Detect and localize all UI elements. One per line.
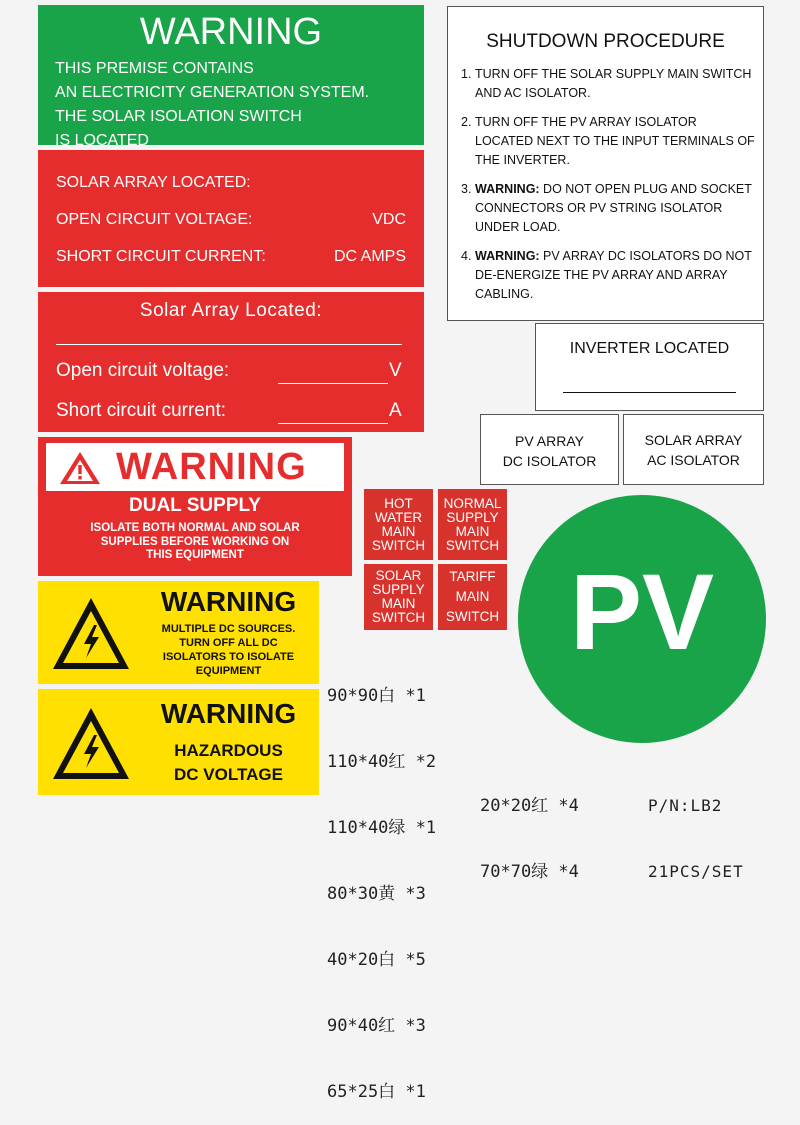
- spec-item: 110*40绿 *1: [327, 818, 437, 838]
- yellow1-body-line: EQUIPMENT: [195, 665, 262, 677]
- step-text: TURN OFF THE PV ARRAY ISOLATOR LOCATED NEXT TO THE INPUT TERMINALS OF THE INVERTER.: [475, 115, 755, 167]
- shutdown-step: [461, 180, 755, 237]
- electric-hazard-icon: [50, 705, 132, 783]
- solar-array-ac-isolator-label: [623, 414, 764, 485]
- blank-line: [563, 392, 736, 393]
- label-line: DC ISOLATOR: [502, 453, 597, 469]
- label-line: SOLAR ARRAY: [644, 432, 743, 448]
- short-circuit-current-label: Short circuit current:: [56, 400, 226, 421]
- multiple-dc-sources-warning-sign: [38, 581, 319, 684]
- spec-list: [327, 641, 436, 1125]
- shutdown-steps: [461, 65, 755, 314]
- blank-line: [278, 423, 388, 424]
- step-number: 3.: [461, 182, 472, 196]
- green-warning-sign: [38, 5, 424, 149]
- step-text: TURN OFF THE SOLAR SUPPLY MAIN SWITCH AND AC ISOLATOR.: [475, 67, 752, 100]
- yellow2-body-line: HAZARDOUS: [174, 741, 283, 760]
- part-info: [648, 751, 744, 905]
- shutdown-step: [461, 247, 755, 304]
- green-warning-line: IS LOCATED: [55, 132, 149, 149]
- shutdown-step: [461, 65, 755, 103]
- inverter-located-sign: [535, 323, 764, 411]
- dual-supply-body-line: ISOLATE BOTH NORMAL AND SOLAR: [90, 522, 300, 534]
- dc-amps-unit: DC AMPS: [333, 248, 406, 265]
- dual-supply-warning-sign: [38, 437, 352, 576]
- spec-item: 90*90白 *1: [327, 686, 426, 706]
- solar-array-sign-caps: [38, 150, 424, 287]
- shutdown-title: SHUTDOWN PROCEDURE: [486, 31, 725, 52]
- blank-line: [278, 383, 388, 384]
- step-warning: WARNING:: [475, 182, 540, 196]
- spec-item: 80*30黄 *3: [327, 884, 426, 904]
- label-line: MAIN: [455, 589, 490, 604]
- yellow2-body-line: DC VOLTAGE: [174, 765, 283, 784]
- shutdown-step: [461, 113, 755, 170]
- pieces-per-set: 21PCS/SET: [648, 862, 744, 881]
- tariff-main-switch-label: [438, 564, 507, 630]
- label-line: NORMAL: [443, 495, 502, 511]
- spec-item: 20*20红 *4: [480, 796, 579, 816]
- label-line: WATER: [374, 509, 423, 525]
- spec-item: 90*40红 *3: [327, 1016, 426, 1036]
- dual-supply-title: WARNING: [116, 446, 307, 488]
- open-circuit-voltage-label: Open circuit voltage:: [56, 360, 230, 381]
- step-text: PV ARRAY DC ISOLATORS DO NOT DE-ENERGIZE THE PV ARRAY AND ARRAY CABLING.: [475, 249, 752, 301]
- dual-supply-header: [46, 443, 344, 491]
- short-circuit-current-label: SHORT CIRCUIT CURRENT:: [56, 248, 266, 265]
- label-line: AC ISOLATOR: [647, 452, 740, 468]
- step-number: 1.: [461, 67, 472, 81]
- green-warning-title: WARNING: [139, 11, 323, 53]
- label-line: SUPPLY: [372, 582, 425, 597]
- step-number: 4.: [461, 249, 472, 263]
- pv-text: PV: [569, 551, 715, 672]
- dual-supply-body-line: THIS EQUIPMENT: [146, 549, 244, 561]
- label-line: TARIFF: [449, 569, 496, 584]
- label-line: PV ARRAY: [515, 433, 584, 449]
- warning-triangle-icon: [58, 450, 102, 486]
- label-line: MAIN: [455, 523, 490, 539]
- label-line: MAIN: [381, 523, 416, 539]
- step-text: DO NOT OPEN PLUG AND SOCKET CONNECTORS OR PV STRING ISOLATOR UNDER LOAD.: [475, 182, 752, 234]
- volt-unit: V: [389, 360, 402, 381]
- shutdown-procedure-sign: [447, 6, 764, 321]
- blank-line: [56, 344, 402, 345]
- open-circuit-voltage-label: OPEN CIRCUIT VOLTAGE:: [56, 211, 253, 228]
- solar-supply-main-switch-label: [364, 564, 433, 630]
- solar-array-located-label: SOLAR ARRAY LOCATED:: [56, 174, 251, 191]
- step-warning: WARNING:: [475, 249, 540, 263]
- spec-item: 40*20白 *5: [327, 950, 426, 970]
- spec-item: 65*25白 *1: [327, 1082, 426, 1102]
- pv-circle-sign: [518, 495, 766, 743]
- solar-array-located-title: Solar Array Located:: [139, 300, 323, 321]
- amp-unit: A: [389, 400, 402, 421]
- label-line: SWITCH: [445, 609, 500, 624]
- spec-item: 70*70绿 *4: [480, 862, 579, 882]
- yellow2-title: WARNING: [160, 698, 297, 729]
- green-warning-line: THIS PREMISE CONTAINS: [55, 60, 254, 77]
- green-warning-line: AN ELECTRICITY GENERATION SYSTEM.: [55, 84, 370, 101]
- step-number: 2.: [461, 115, 472, 129]
- normal-supply-main-switch-label: [438, 489, 507, 560]
- vdc-unit: VDC: [372, 211, 406, 228]
- spec-item: 110*40红 *2: [327, 752, 437, 772]
- dual-supply-subtitle: DUAL SUPPLY: [129, 495, 261, 516]
- label-line: HOT: [384, 495, 413, 511]
- dual-supply-body-line: SUPPLIES BEFORE WORKING ON: [100, 535, 290, 548]
- yellow1-title: WARNING: [160, 586, 297, 617]
- label-line: SOLAR: [375, 568, 422, 583]
- green-warning-line: THE SOLAR ISOLATION SWITCH: [55, 108, 302, 125]
- hot-water-main-switch-label: [364, 489, 433, 560]
- pv-array-dc-isolator-label: [480, 414, 619, 485]
- yellow1-body-line: MULTIPLE DC SOURCES.: [161, 623, 296, 635]
- hazardous-dc-voltage-warning-sign: [38, 689, 319, 795]
- solar-array-sign-mixed: [38, 292, 424, 432]
- yellow1-body-line: ISOLATORS TO ISOLATE: [162, 651, 295, 663]
- label-line: SWITCH: [371, 610, 426, 625]
- spec-list-2: [480, 751, 579, 905]
- label-line: SWITCH: [371, 537, 426, 553]
- yellow1-body-line: TURN OFF ALL DC: [179, 637, 278, 649]
- inverter-located-title: INVERTER LOCATED: [569, 340, 730, 357]
- label-line: MAIN: [381, 596, 416, 611]
- electric-hazard-icon: [50, 595, 132, 673]
- part-number: P/N:LB2: [648, 796, 723, 815]
- label-line: SUPPLY: [446, 509, 499, 525]
- label-line: SWITCH: [445, 537, 500, 553]
